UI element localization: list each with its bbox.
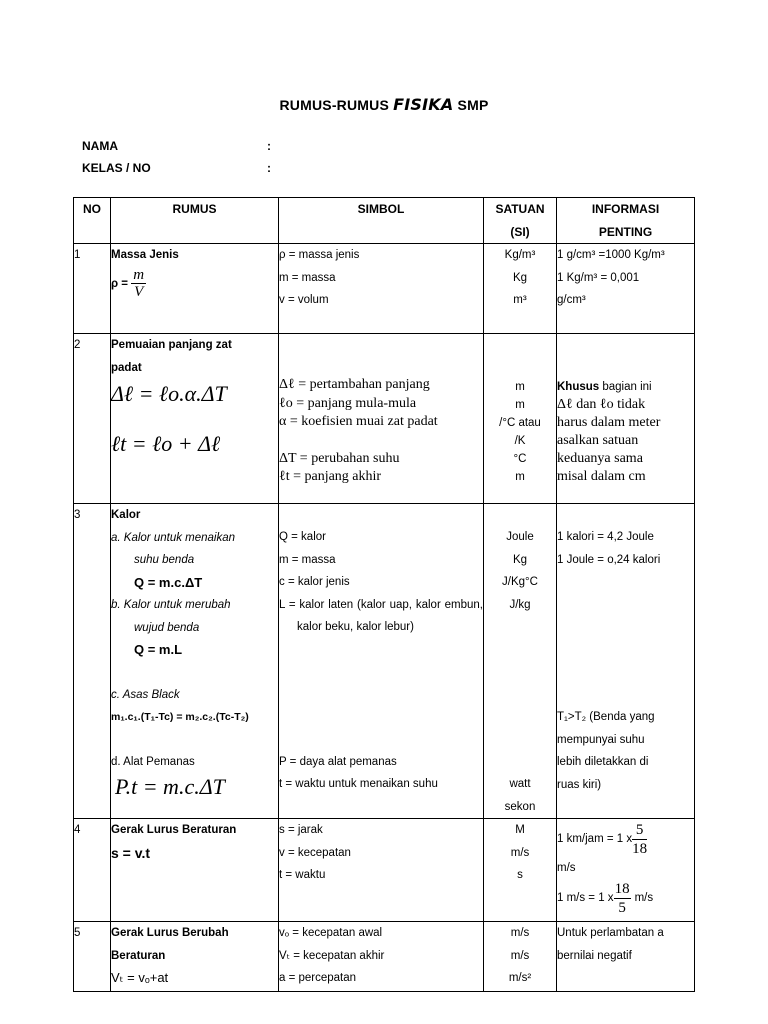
header-simbol: SIMBOL (279, 198, 484, 244)
document-title (0, 95, 768, 114)
table-row (74, 244, 695, 334)
title-emphasis: FISIKA (393, 95, 454, 114)
formula-asas-black: m₁.c₁.(T₁-Tc) = m₂.c₂.(Tc-T₂) (111, 711, 249, 723)
header-rumus: RUMUS (111, 198, 279, 244)
conversion-ms: 1 m/s = 1 x $\frac{18}{5}$ m/s (557, 880, 654, 916)
info-cell: 1 g/cm³ =1000 Kg/m³ 1 Kg/m³ = 0,001 g/cm³ (557, 244, 695, 334)
simbol-cell: s = jarak v = kecepatan t = waktu (279, 819, 484, 922)
meta-label: NAMA (82, 139, 118, 153)
row-number: 1 (74, 244, 111, 334)
simbol-cell: Δℓ = pertambahan panjang ℓo = panjang mula-mula α = koefisien muai zat padat ΔT = perubahan suhu ℓt = panjang akhir (279, 334, 484, 504)
formula-kalor-laten: Q = m.L (134, 642, 183, 657)
meta-kelas (82, 161, 271, 175)
satuan-cell: m/s m/s m/s² (484, 922, 557, 992)
meta-nama (82, 139, 271, 153)
table-row (74, 504, 695, 819)
row-number: 4 (74, 819, 111, 922)
rumus-cell: Pemuaian panjang zat padat Δℓ = ℓo.α.ΔT ℓt = ℓo + Δℓ (111, 334, 279, 504)
table-row (74, 819, 695, 922)
header-row (74, 198, 695, 244)
row-number: 3 (74, 504, 111, 819)
info-cell: Untuk perlambatan a bernilai negatif (557, 922, 695, 992)
formula-kalor: Q = m.c.ΔT (134, 574, 203, 590)
rumus-cell: Kalor a. Kalor untuk menaikan suhu benda Q = m.c.ΔT b. Kalor untuk merubah wujud benda Q = m.L c. Asas Black m₁.c₁.(T₁-Tc) = m₂.c₂.(Tc-T₂) d. Alat Pemanas P.t = m.c.ΔT (111, 504, 279, 819)
table-row (74, 922, 695, 992)
rumus-cell: Gerak Lurus Berubah Beraturan Vₜ = vₒ+at (111, 922, 279, 992)
meta-label: KELAS / NO (82, 161, 151, 175)
header-satuan: SATUAN (SI) (484, 198, 557, 244)
simbol-cell: vₒ = kecepatan awal Vₜ = kecepatan akhir a = percepatan (279, 922, 484, 992)
satuan-cell: Joule Kg J/Kg°C J/kg watt sekon (484, 504, 557, 819)
title-suffix: SMP (457, 97, 489, 113)
info-cell: 1 kalori = 4,2 Joule 1 Joule = o,24 kalori T₁>T₂ (Benda yang mempunyai suhu lebih diletakkan di ruas kiri) (557, 504, 695, 819)
simbol-cell: ρ = massa jenis m = massa v = volum (279, 244, 484, 334)
satuan-cell: m m /°C atau /K °C m (484, 334, 557, 504)
satuan-cell: M m/s s (484, 819, 557, 922)
formula-massa-jenis: ρ = $\frac{m}{V}$ (111, 267, 145, 300)
simbol-cell: Q = kalor m = massa c = kalor jenis L = kalor laten (kalor uap, kalor embun, kalor beku, kalor lebur) P = daya alat pemanas t = waktu untuk menaikan suhu (279, 504, 484, 819)
title-prefix: RUMUS-RUMUS (279, 97, 390, 113)
formula-table (73, 197, 695, 992)
row-number: 2 (74, 334, 111, 504)
info-cell: 1 km/jam = 1 x $\frac{5}{18}$ m/s 1 m/s = 1 x $\frac{18}{5}$ m/s (557, 819, 695, 922)
rumus-cell: Gerak Lurus Beraturan s = v.t (111, 819, 279, 922)
meta-colon: : (267, 161, 271, 175)
conversion-kmjam: 1 km/jam = 1 x $\frac{5}{18}$ (557, 821, 648, 857)
table-row (74, 334, 695, 504)
meta-colon: : (267, 139, 271, 153)
header-no: NO (74, 198, 111, 244)
header-info: INFORMASI PENTING (557, 198, 695, 244)
info-cell: Khusus bagian ini Δℓ dan ℓo tidak harus dalam meter asalkan satuan keduanya sama misal dalam cm (557, 334, 695, 504)
formula-pemanas: P.t = m.c.ΔT (115, 774, 225, 799)
formula-panjang-akhir: ℓt = ℓo + Δℓ (111, 431, 221, 456)
formula-glbb: Vₜ = vₒ+at (111, 970, 169, 985)
formula-glb: s = v.t (111, 844, 151, 861)
row-number: 5 (74, 922, 111, 992)
satuan-cell: Kg/m³ Kg m³ (484, 244, 557, 334)
rumus-cell: Massa Jenis ρ = $\frac{m}{V}$ (111, 244, 279, 334)
formula-pemuaian: Δℓ = ℓo.α.ΔT (111, 381, 227, 406)
